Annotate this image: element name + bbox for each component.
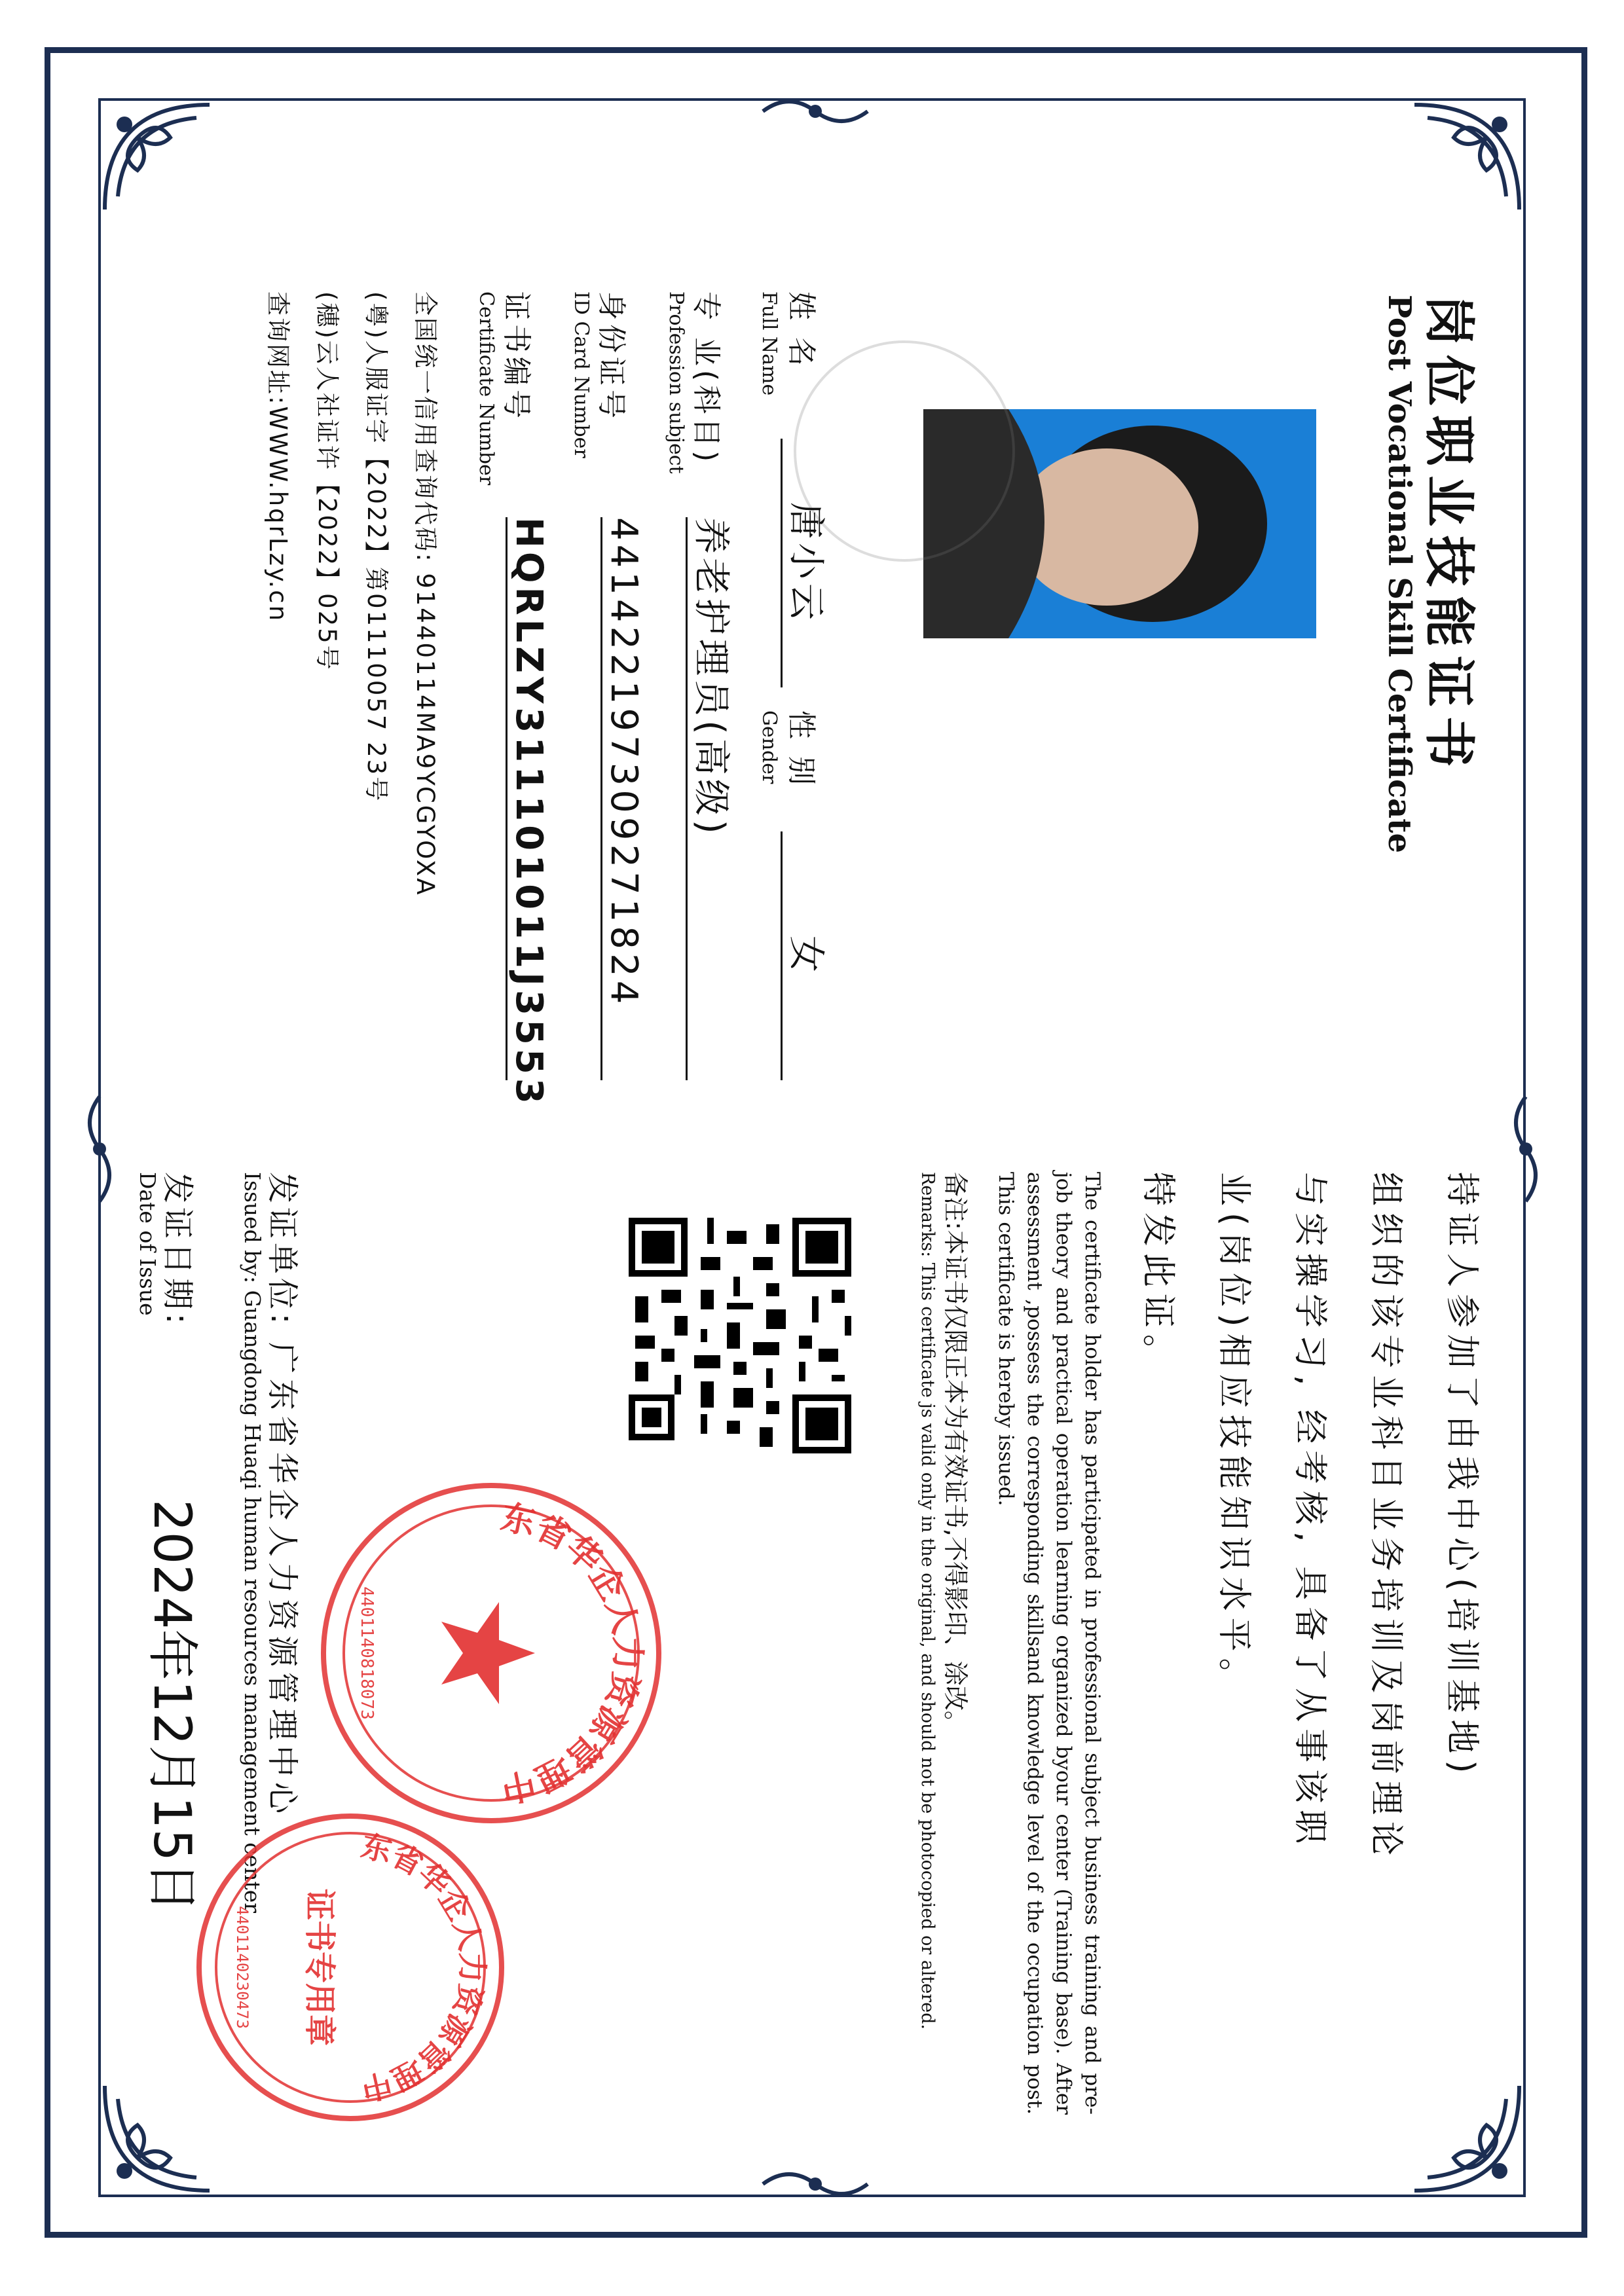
issue-date-label-en: Date of Issue — [135, 1172, 160, 1316]
statement-line-4: 业(岗位)相应技能知识水平。 — [1214, 1172, 1253, 1699]
remarks-en: Remarks: This certificate js valid only in the original, and should not be photocopied or altered. — [917, 1172, 938, 2030]
seal2-number: 4401140230473 — [233, 1906, 251, 2029]
cert-number-value: HQRLZY311101011J3553 — [506, 517, 550, 1080]
certificate-seal-image — [202, 1819, 499, 2116]
title-cn: 岗位职业技能证书 — [1419, 295, 1478, 777]
star-icon — [441, 1602, 535, 1704]
name-label-en: Full Name — [758, 291, 781, 396]
id-number-value: 441422197309271824 — [600, 517, 645, 1080]
official-seal — [321, 1483, 661, 1823]
svg-text:广东省华企人力资源管理中心 — [358, 1819, 499, 2107]
issue-date-label: 发证日期: — [159, 1172, 196, 1328]
issuer-label: 发证单位: — [264, 1172, 301, 1328]
credit-code-line: 全国统一信用查询代码: 91440114MA9YCGYOXA — [411, 291, 439, 897]
profession-value: 养老护理员(高级) — [686, 517, 740, 1080]
issuer-en: Issued by: Guangdong Huaqi human resources management center — [240, 1172, 265, 1914]
remarks-cn: 备注:本证书仅限正本为有效证书,不得影印、涂改。 — [941, 1172, 970, 1736]
profession-label: 专 业(科目) — [690, 291, 723, 466]
statement-line-1: 持证人参加了由我中心(培训基地) — [1442, 1172, 1481, 1780]
id-label: 身份证号 — [595, 291, 628, 422]
official-seal-image — [326, 1488, 656, 1818]
qr-code-icon — [629, 1218, 851, 1453]
cert-number-label: 证书编号 — [500, 291, 533, 422]
title-en: Post Vocational Skill Certificate — [1381, 295, 1418, 853]
seal1-arc-text: 东省华企人力资源管理中 — [497, 1497, 646, 1809]
profession-label-en: Profession subject — [665, 291, 688, 474]
seal1-number: 4401140818073 — [357, 1586, 377, 1720]
issuer-value: 广东省华企人力资源管理中心 — [264, 1342, 301, 1819]
certificate-sheet — [98, 98, 1526, 2197]
gender-label-en: Gender — [758, 710, 781, 784]
statement-line-3: 与实操学习, 经考核, 具备了从事该职 — [1290, 1172, 1329, 1851]
seal2-sub-text: 证书专用章 — [301, 1888, 338, 2047]
gender-value: 女 — [781, 831, 835, 1080]
name-label: 姓 名 — [784, 291, 818, 370]
qr-code — [629, 1218, 851, 1453]
license-line-1: (粤)人服证字【2022】第01110057 23号 — [362, 291, 390, 803]
name-value: 唐小云 — [781, 439, 835, 687]
statement-en: The certificate holder has participated in professional subject business training and pre-job theory and practical operation learning organized byour center (Training base). After assessment ,possess the corresponding skillsand knowledge level of the occupation post. This certificate is hereby issued. — [994, 1172, 1104, 2115]
statement-line-5: 特发此证。 — [1138, 1172, 1177, 1376]
id-label-en: ID Card Number — [570, 291, 593, 458]
statement-line-2: 组织的该专业科目业务培训及岗前理论 — [1366, 1172, 1405, 1863]
query-url-line: 查询网址:WWW.hqrLzy.cn — [264, 291, 292, 623]
cert-number-label-en: Certificate Number — [475, 291, 498, 486]
license-line-2: (穗)云人社证许【2022】025号 — [313, 291, 341, 672]
seal2-arc-text: 东省华企人力资源管理中 — [358, 1828, 490, 2107]
certificate-seal — [196, 1813, 504, 2121]
gender-label: 性 别 — [784, 710, 818, 789]
issue-date-value: 2024年12月15日 — [142, 1499, 201, 1913]
